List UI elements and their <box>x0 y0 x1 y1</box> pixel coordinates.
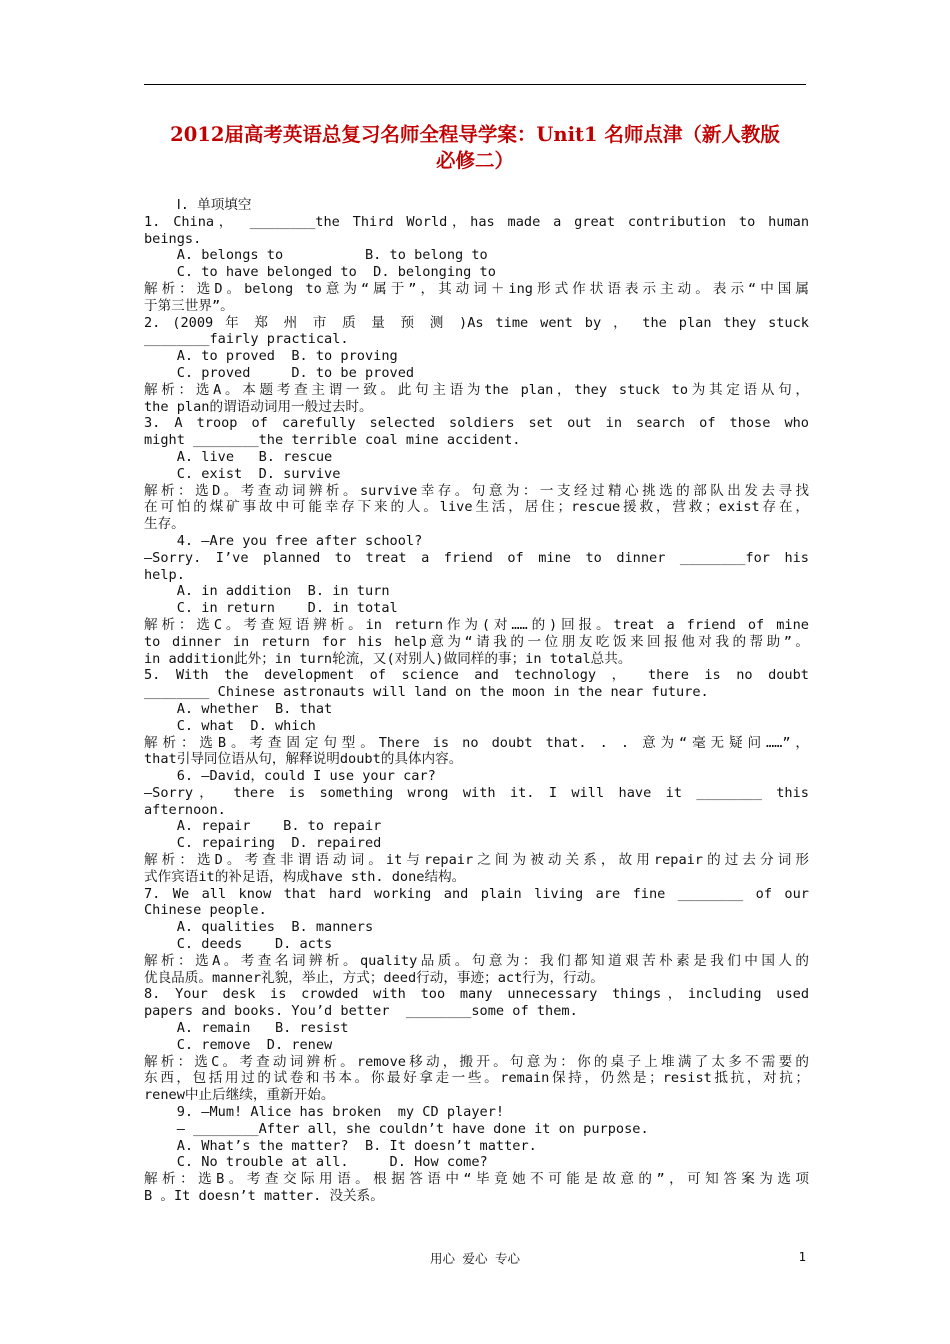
text-line: 5. With the development of science and technology ， there is no doubt <box>144 667 809 684</box>
header-rule <box>144 84 806 85</box>
text-line: renew中止后继续，重新开始。 <box>144 1087 335 1104</box>
footer-text: 用心 爱心 专心 <box>429 1251 521 1266</box>
text-line: A. qualities B. manners <box>144 919 374 936</box>
text-line: 解析：选A。考查名词辨析。quality品质。句意为：我们都知道艰苦朴素是我们中国人的 <box>144 952 809 969</box>
text-line: 9. —Mum! Alice has broken my CD player! <box>144 1104 505 1121</box>
text-line: A. What’s the matter? B. It doesn’t matter. <box>144 1137 537 1154</box>
text-line: afternoon. <box>144 801 226 818</box>
text-line: 8. Your desk is crowded with too many unnecessary things，including used <box>144 986 809 1003</box>
page-number: 1 <box>798 1249 806 1264</box>
text-line: —Sorry， there is something wrong with it. I will have it ________ this <box>144 784 809 801</box>
text-line: that引导同位语从句，解释说明doubt的具体内容。 <box>144 751 463 768</box>
text-line: beings. <box>144 230 202 247</box>
text-line: 解析：选A。本题考查主谓一致。此句主语为the plan，they stuck to为其定语从句， <box>144 381 809 398</box>
title-line-2: 必修二） <box>435 149 514 172</box>
text-line: 在可怕的煤矿事故中可能幸存下来的人。live生活，居住；rescue援救，营救；exist存在， <box>144 499 809 516</box>
text-line: 1. China， ________the Third World，has made a great contribution to human <box>144 213 809 230</box>
text-line: 东西，包括用过的试卷和书本。你最好拿走一些。remain保持，仍然是；resist抵抗，对抗； <box>144 1070 809 1087</box>
text-line: 4. —Are you free after school? <box>144 532 423 549</box>
text-line: 7. We all know that hard working and plain living are fine ________ of our <box>144 885 809 902</box>
text-line: the plan的谓语动词用一般过去时。 <box>144 398 373 415</box>
title-line-1: 2012届高考英语总复习名师全程导学案：Unit1 名师点津（新人教版 <box>170 123 780 146</box>
text-line: A. to proved B. to proving <box>144 348 398 365</box>
text-line: A. in addition B. in turn <box>144 583 390 600</box>
text-line: C. No trouble at all. D. How come? <box>144 1154 488 1171</box>
text-line: papers and books. You’d better ________some of them. <box>144 1003 578 1020</box>
text-line: C. exist D. survive <box>144 465 341 482</box>
text-line: 3. A troop of carefully selected soldiers set out in search of those who <box>144 415 809 432</box>
text-line: 解析：选C。考查短语辨析。in return作为(对……的)回报。treat a friend of mine <box>144 616 809 633</box>
text-line: 于第三世界”。 <box>144 297 234 314</box>
text-line: —Sorry. I’ve planned to treat a friend of mine to dinner ________for his <box>144 549 809 566</box>
text-line: 解析：选D。belong to意为“属于”，其动词＋ing形式作状语表示主动。表示“中国属 <box>144 280 809 297</box>
page-footer <box>144 1249 806 1269</box>
text-line: 生存。 <box>144 516 185 533</box>
text-line: C. what D. which <box>144 717 316 734</box>
text-line: A. belongs to B. to belong to <box>144 247 488 264</box>
text-line: might ________the terrible coal mine accident. <box>144 432 521 449</box>
text-line: 优良品质。manner礼貌，举止，方式；deed行动，事迹；act行为，行动。 <box>144 969 604 986</box>
text-line: 2. (2009 年 郑 州 市 质 量 预 测 )As time went by ， the plan they stuck <box>144 314 809 331</box>
document-body <box>144 197 809 1205</box>
text-line: A. repair B. to repair <box>144 818 382 835</box>
text-line: 式作宾语it的补足语，构成have sth. done结构。 <box>144 868 466 885</box>
text-line: C. proved D. to be proved <box>144 364 415 381</box>
text-line: 解析：选D。考查动词辨析。survive幸存。句意为：一支经过精心挑选的部队出发去寻找 <box>144 482 809 499</box>
text-line: C. to have belonged to D. belonging to <box>144 264 496 281</box>
text-line: Chinese people. <box>144 902 267 919</box>
text-line: A. whether B. that <box>144 700 333 717</box>
text-line: C. remove D. renew <box>144 1036 333 1053</box>
text-line: 解析：选D。考查非谓语动词。it与repair之间为被动关系，故用repair的过去分词形 <box>144 852 809 869</box>
text-line: B 。It doesn’t matter. 没关系。 <box>144 1188 384 1205</box>
text-line: 6. —David，could I use your car? <box>144 768 436 785</box>
text-line: A. remain B. resist <box>144 1020 349 1037</box>
text-line: to dinner in return for his help意为“请我的一位朋友吃饭来回报他对我的帮助”。 <box>144 633 809 650</box>
text-line: Ⅰ. 单项填空 <box>144 197 252 213</box>
document-title <box>130 122 820 174</box>
text-line: C. in return D. in total <box>144 600 398 617</box>
text-line: C. repairing D. repaired <box>144 835 382 852</box>
text-line: help. <box>144 566 185 583</box>
text-line: 解析：选B。考查固定句型。There is no doubt that. . . 意为“毫无疑问……”， <box>144 734 809 751</box>
text-line: C. deeds D. acts <box>144 936 333 953</box>
text-line: 解析：选C。考查动词辨析。remove移动，搬开。句意为：你的桌子上堆满了太多不需要的 <box>144 1053 809 1070</box>
text-line: — ________After all，she couldn’t have done it on purpose. <box>144 1120 649 1137</box>
text-line: ________ Chinese astronauts will land on the moon in the near future. <box>144 684 709 701</box>
text-line: 解析：选B。考查交际用语。根据答语中“毕竟她不可能是故意的”，可知答案为选项 <box>144 1171 809 1188</box>
text-line: in addition此外；in turn轮流，又(对别人)做同样的事；in total总共。 <box>144 650 632 667</box>
text-line: A. live B. rescue <box>144 448 333 465</box>
text-line: ________fairly practical. <box>144 331 349 348</box>
